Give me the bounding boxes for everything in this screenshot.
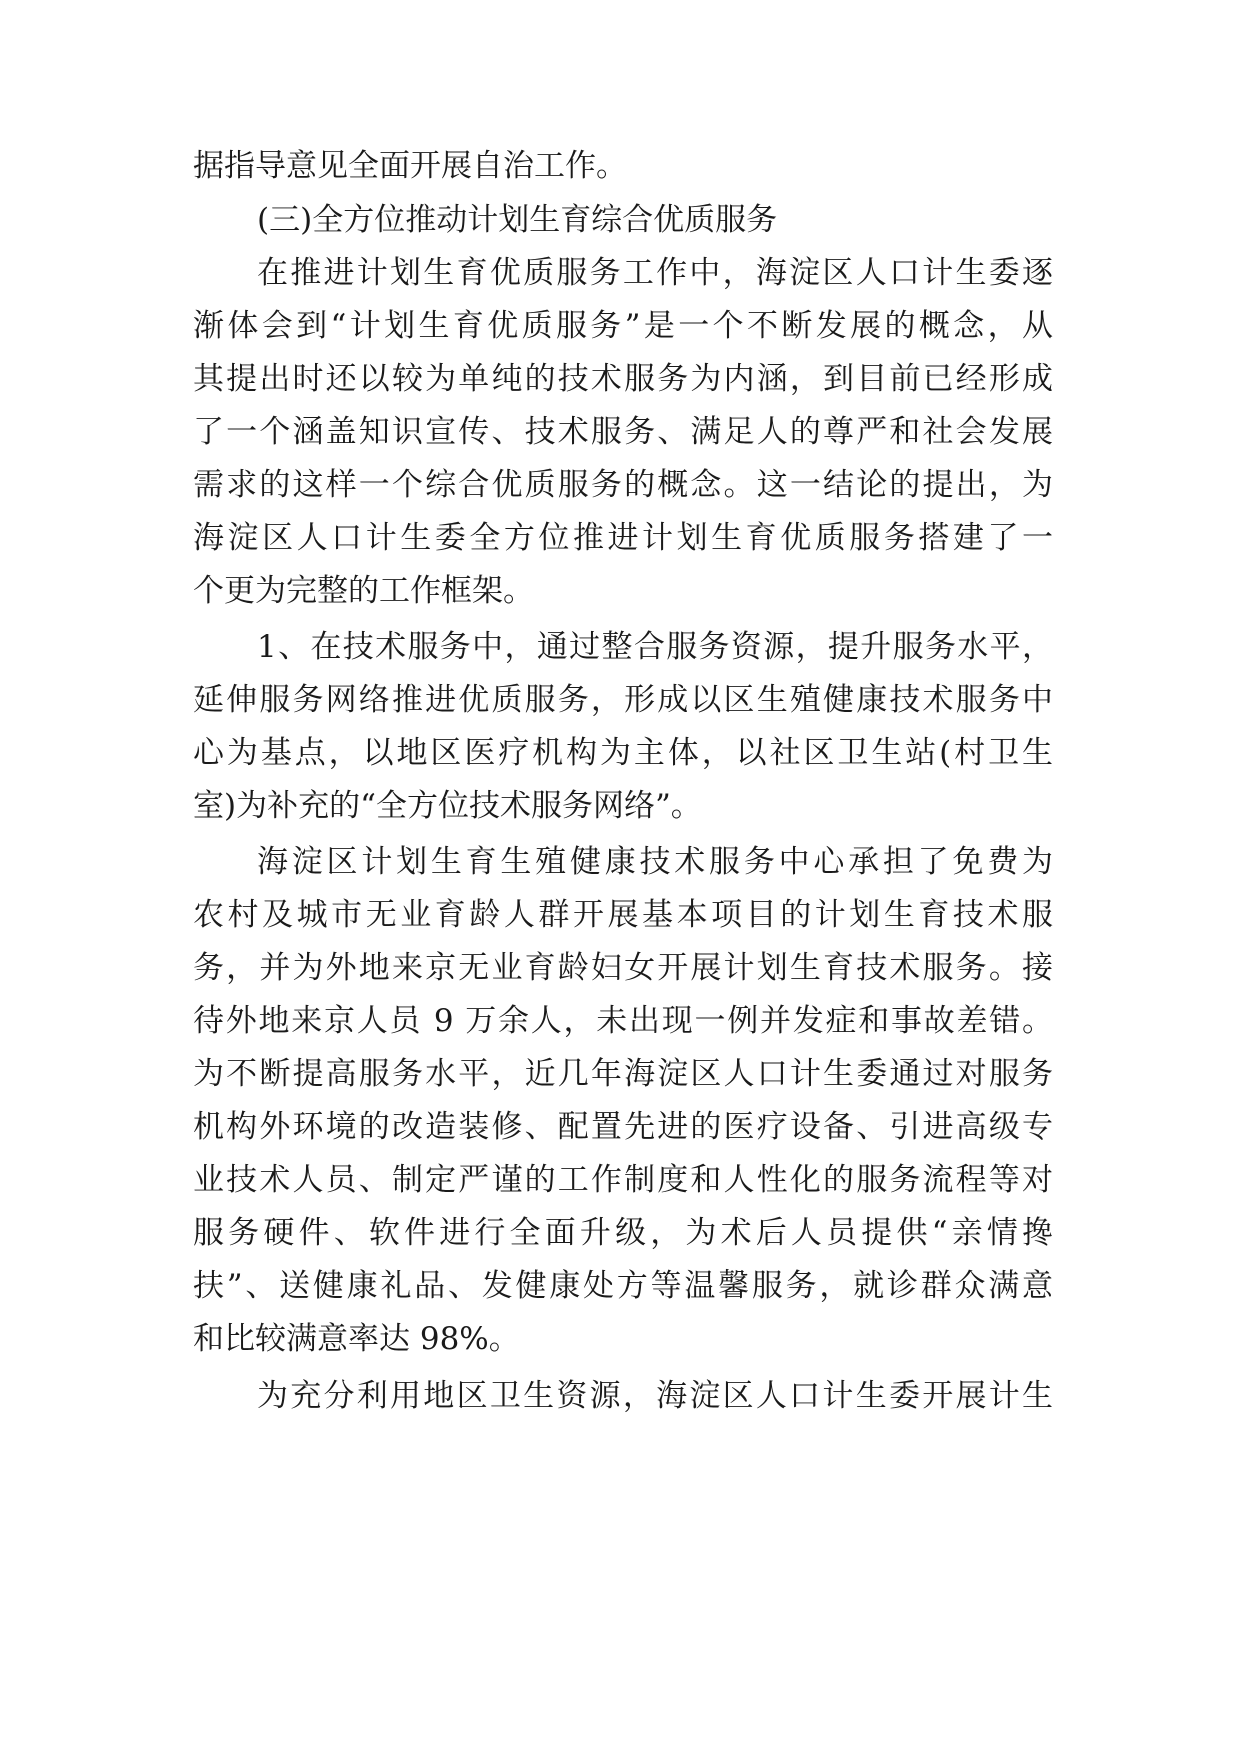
text-line: 在推进计划生育优质服务工作中，海淀区人口计生委逐 xyxy=(257,255,1053,291)
text-line: 1、在技术服务中，通过整合服务资源，提升服务水平， xyxy=(257,629,1053,665)
text-line: 海淀区人口计生委全方位推进计划生育优质服务搭建了一 xyxy=(193,520,1053,556)
text-line: 为充分利用地区卫生资源，海淀区人口计生委开展计生 xyxy=(257,1378,1053,1414)
text-line: 据指导意见全面开展自治工作。 xyxy=(193,148,627,184)
text-line: 心为基点，以地区医疗机构为主体，以社区卫生站(村卫生 xyxy=(193,735,1053,771)
text-line: 服务硬件、软件进行全面升级，为术后人员提供“亲情搀 xyxy=(193,1215,1053,1251)
text-line: 机构外环境的改造装修、配置先进的医疗设备、引进高级专 xyxy=(193,1109,1053,1145)
text-line: 了一个涵盖知识宣传、技术服务、满足人的尊严和社会发展 xyxy=(193,414,1053,450)
text-line: 个更为完整的工作框架。 xyxy=(193,573,534,609)
text-line: 其提出时还以较为单纯的技术服务为内涵，到目前已经形成 xyxy=(193,361,1053,397)
text-line: 室)为补充的“全方位技术服务网络”。 xyxy=(193,788,702,824)
text-line: 需求的这样一个综合优质服务的概念。这一结论的提出，为 xyxy=(193,467,1053,503)
text-line: 延伸服务网络推进优质服务，形成以区生殖健康技术服务中 xyxy=(193,682,1053,718)
text-line: 渐体会到“计划生育优质服务”是一个不断发展的概念，从 xyxy=(193,308,1053,344)
text-line: 和比较满意率达 98%。 xyxy=(193,1321,520,1357)
text-line: 业技术人员、制定严谨的工作制度和人性化的服务流程等对 xyxy=(193,1162,1053,1198)
text-line: 务，并为外地来京无业育龄妇女开展计划生育技术服务。接 xyxy=(193,950,1053,986)
section-heading: (三)全方位推动计划生育综合优质服务 xyxy=(257,202,778,238)
text-line: 海淀区计划生育生殖健康技术服务中心承担了免费为 xyxy=(257,844,1053,880)
text-line: 扶”、送健康礼品、发健康处方等温馨服务，就诊群众满意 xyxy=(193,1268,1053,1304)
text-line: 为不断提高服务水平，近几年海淀区人口计生委通过对服务 xyxy=(193,1056,1053,1092)
text-line: 农村及城市无业育龄人群开展基本项目的计划生育技术服 xyxy=(193,897,1053,933)
text-line: 待外地来京人员 9 万余人，未出现一例并发症和事故差错。 xyxy=(193,1003,1053,1039)
